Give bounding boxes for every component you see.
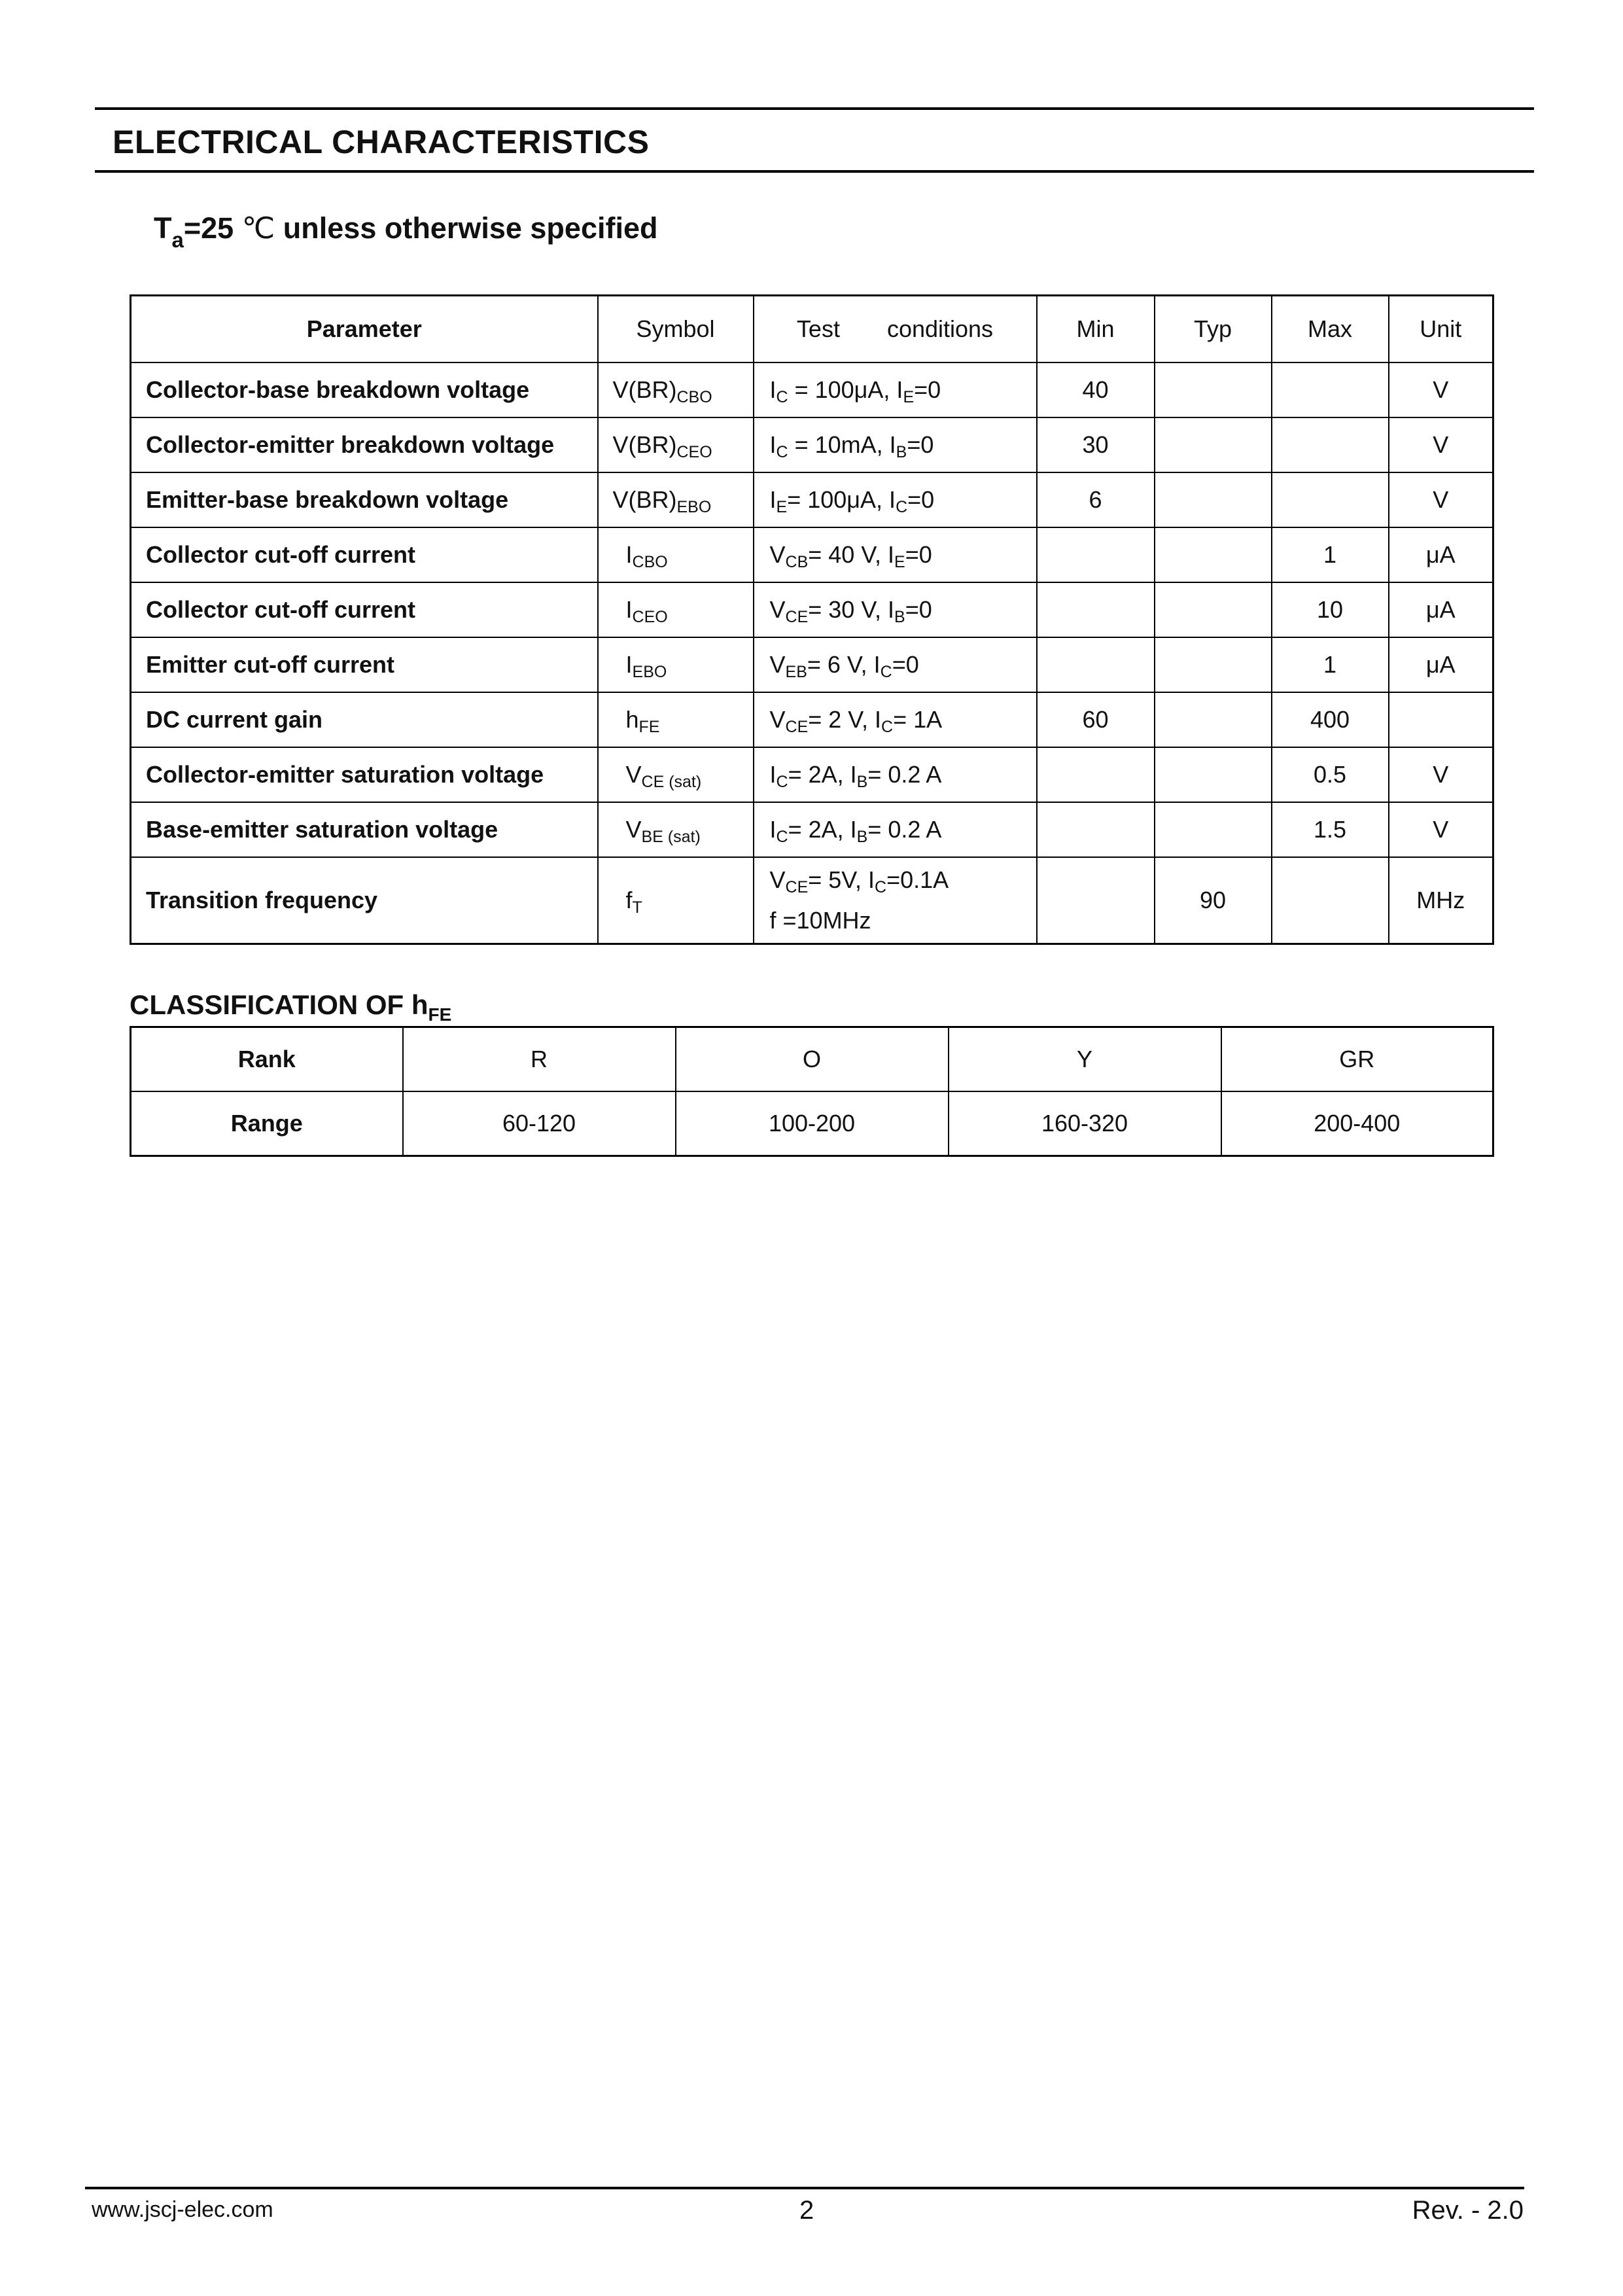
min-cell: 60 [1037, 692, 1155, 747]
condition-line [770, 699, 1036, 740]
condition-subscript: CB [785, 553, 809, 571]
page-number: 2 [799, 2196, 814, 2225]
symbol-cell [598, 802, 754, 857]
table-row [131, 802, 1493, 857]
symbol-main: h [625, 706, 639, 733]
classification-title-subscript: FE [428, 1004, 452, 1025]
condition-text: = 5V, I [808, 866, 875, 893]
header-test-conditions [754, 296, 1037, 363]
condition-text: V [769, 541, 786, 568]
conditions-cell [754, 692, 1037, 747]
parameter-cell: DC current gain [131, 692, 598, 747]
condition-subscript: C [776, 443, 788, 461]
unit-cell: V [1389, 417, 1493, 472]
min-cell: 6 [1037, 472, 1155, 527]
header-symbol-label: Symbol [636, 315, 715, 342]
condition-subscript: B [894, 608, 905, 626]
header-symbol [598, 296, 754, 363]
min-cell [1037, 637, 1155, 692]
unit-cell: μA [1389, 582, 1493, 637]
symbol-subscript: EBO [632, 663, 667, 681]
condition-subscript: B [856, 828, 868, 846]
condition-text: =0 [905, 596, 932, 623]
parameter-cell: Collector-emitter saturation voltage [131, 747, 598, 802]
condition-subscript: B [896, 443, 907, 461]
condition-text: =0 [907, 431, 934, 458]
symbol-subscript: CBO [632, 553, 668, 571]
header-test-label: Test [796, 315, 840, 342]
temperature-value: =25 [183, 211, 234, 245]
range-label: Range [131, 1091, 403, 1156]
section-title: ELECTRICAL CHARACTERISTICS [113, 124, 650, 160]
max-cell [1272, 472, 1389, 527]
table-row [131, 417, 1493, 472]
symbol-main: f [625, 887, 633, 913]
condition-text: V [769, 596, 786, 623]
max-cell: 10 [1272, 582, 1389, 637]
footer-rule [85, 2187, 1524, 2189]
condition-text: I [769, 376, 777, 403]
unit-cell: V [1389, 802, 1493, 857]
header-max-label: Max [1307, 315, 1352, 342]
condition-subscript: CE [785, 878, 809, 896]
symbol-main: V(BR) [612, 376, 677, 403]
symbol-main: V [625, 816, 642, 843]
condition-subscript: C [776, 773, 788, 791]
table-row [131, 747, 1493, 802]
max-cell: 1 [1272, 527, 1389, 582]
condition-line [770, 535, 1036, 575]
condition-text: = 2 V, I [808, 706, 882, 733]
condition-line [770, 900, 1036, 941]
min-cell [1037, 582, 1155, 637]
condition-text: = 30 V, I [808, 596, 895, 623]
condition-line [770, 754, 1036, 795]
range-cell: 100-200 [676, 1091, 949, 1156]
condition-subscript: C [896, 498, 908, 516]
condition-text: unless otherwise specified [283, 211, 658, 245]
typ-cell [1155, 527, 1272, 582]
condition-text: =0 [914, 376, 941, 403]
rank-cell: R [403, 1027, 676, 1092]
condition-line [770, 645, 1036, 685]
typ-cell [1155, 362, 1272, 417]
symbol-subscript: EBO [676, 498, 712, 516]
conditions-cell [754, 582, 1037, 637]
condition-subscript: CE [785, 608, 809, 626]
condition-line [770, 370, 1036, 410]
table-row [131, 692, 1493, 747]
conditions-cell [754, 857, 1037, 944]
parameter-cell: Collector-emitter breakdown voltage [131, 417, 598, 472]
condition-text: = 1A [893, 706, 943, 733]
table-row [131, 472, 1493, 527]
symbol-subscript: CBO [676, 388, 712, 406]
symbol-subscript: T [632, 898, 642, 917]
unit-cell: MHz [1389, 857, 1493, 944]
condition-subscript: C [880, 663, 892, 681]
header-min-label: Min [1076, 315, 1115, 342]
symbol-cell [598, 692, 754, 747]
temperature-symbol: T [154, 211, 172, 245]
conditions-cell [754, 472, 1037, 527]
condition-text: =0.1A [886, 866, 949, 893]
header-conditions-label: conditions [886, 315, 994, 342]
unit-cell: μA [1389, 637, 1493, 692]
parameter-cell: Emitter-base breakdown voltage [131, 472, 598, 527]
table-row [131, 527, 1493, 582]
unit-cell [1389, 692, 1493, 747]
header-parameter [131, 296, 598, 363]
condition-subscript: C [776, 388, 788, 406]
condition-text: V [769, 651, 786, 678]
unit-cell: V [1389, 472, 1493, 527]
condition-text: =0 [907, 486, 935, 513]
table-row [131, 582, 1493, 637]
condition-text: I [769, 761, 777, 788]
symbol-cell [598, 472, 754, 527]
max-cell: 1.5 [1272, 802, 1389, 857]
typ-cell [1155, 637, 1272, 692]
table-row [131, 362, 1493, 417]
symbol-cell [598, 747, 754, 802]
condition-text: I [769, 431, 777, 458]
condition-line [770, 590, 1036, 630]
rank-cell: GR [1221, 1027, 1493, 1092]
condition-text: = 2A, I [788, 816, 857, 843]
unit-cell: μA [1389, 527, 1493, 582]
max-cell [1272, 417, 1389, 472]
conditions-cell [754, 417, 1037, 472]
table-row [131, 857, 1493, 944]
min-cell [1037, 802, 1155, 857]
rank-row [131, 1027, 1493, 1092]
classification-title [130, 989, 452, 1025]
electrical-characteristics-table [130, 294, 1494, 945]
rank-cell: O [676, 1027, 949, 1092]
conditions-cell [754, 747, 1037, 802]
range-cell: 200-400 [1221, 1091, 1493, 1156]
condition-line [770, 860, 1036, 900]
rank-label: Rank [131, 1027, 403, 1092]
header-unit-label: Unit [1420, 315, 1462, 342]
conditions-cell [754, 637, 1037, 692]
condition-subscript: C [776, 828, 788, 846]
header-typ [1155, 296, 1272, 363]
condition-text: = 2A, I [788, 761, 857, 788]
max-cell [1272, 362, 1389, 417]
typ-cell [1155, 692, 1272, 747]
condition-text: = 10mA, I [788, 431, 896, 458]
header-typ-label: Typ [1193, 315, 1232, 342]
header-max [1272, 296, 1389, 363]
test-condition-note [154, 211, 658, 252]
max-cell: 1 [1272, 637, 1389, 692]
symbol-cell [598, 362, 754, 417]
parameter-cell: Collector-base breakdown voltage [131, 362, 598, 417]
footer-website: www.jscj-elec.com [92, 2197, 273, 2222]
conditions-cell [754, 527, 1037, 582]
condition-text: f =10MHz [769, 907, 871, 934]
title-underline-rule [95, 170, 1534, 173]
condition-text: V [769, 706, 786, 733]
condition-subscript: E [776, 498, 788, 516]
condition-subscript: C [875, 878, 887, 896]
condition-text: = 0.2 A [867, 816, 942, 843]
symbol-main: I [625, 541, 633, 568]
symbol-cell [598, 417, 754, 472]
parameter-cell: Base-emitter saturation voltage [131, 802, 598, 857]
max-cell: 0.5 [1272, 747, 1389, 802]
condition-subscript: C [881, 718, 894, 736]
condition-text: = 0.2 A [867, 761, 942, 788]
parameter-cell: Emitter cut-off current [131, 637, 598, 692]
header-unit [1389, 296, 1493, 363]
symbol-subscript: FE [638, 718, 660, 736]
condition-text: = 100μA, I [788, 376, 903, 403]
symbol-subscript: BE (sat) [641, 828, 701, 846]
typ-cell [1155, 802, 1272, 857]
top-rule [95, 107, 1534, 110]
min-cell: 40 [1037, 362, 1155, 417]
typ-cell [1155, 582, 1272, 637]
symbol-main: V(BR) [612, 431, 677, 458]
symbol-cell [598, 637, 754, 692]
condition-text: V [769, 866, 786, 893]
symbol-main: V(BR) [612, 486, 677, 513]
header-min [1037, 296, 1155, 363]
table-row [131, 637, 1493, 692]
temperature-unit: ℃ [241, 211, 275, 245]
typ-cell: 90 [1155, 857, 1272, 944]
conditions-cell [754, 362, 1037, 417]
condition-subscript: E [903, 388, 915, 406]
parameter-cell: Transition frequency [131, 857, 598, 944]
symbol-subscript: CE (sat) [641, 773, 702, 791]
unit-cell: V [1389, 362, 1493, 417]
hfe-classification-table [130, 1026, 1494, 1157]
condition-text: =0 [905, 541, 932, 568]
typ-cell [1155, 417, 1272, 472]
condition-text: I [769, 486, 777, 513]
typ-cell [1155, 747, 1272, 802]
symbol-subscript: CEO [676, 443, 712, 461]
symbol-main: V [625, 761, 642, 788]
max-cell [1272, 857, 1389, 944]
symbol-main: I [625, 651, 633, 678]
condition-text: I [769, 816, 777, 843]
unit-cell: V [1389, 747, 1493, 802]
min-cell [1037, 747, 1155, 802]
condition-text: =0 [892, 651, 919, 678]
conditions-cell [754, 802, 1037, 857]
symbol-main: I [625, 596, 633, 623]
condition-line [770, 809, 1036, 850]
parameter-cell: Collector cut-off current [131, 527, 598, 582]
symbol-cell [598, 582, 754, 637]
typ-cell [1155, 472, 1272, 527]
min-cell [1037, 857, 1155, 944]
condition-subscript: B [856, 773, 868, 791]
condition-text: = 100μA, I [787, 486, 896, 513]
classification-title-text: CLASSIFICATION OF h [130, 989, 428, 1020]
temperature-symbol-subscript: a [171, 228, 184, 252]
header-parameter-label: Parameter [306, 315, 422, 342]
min-cell [1037, 527, 1155, 582]
condition-line [770, 425, 1036, 465]
condition-subscript: CE [785, 718, 809, 736]
symbol-subscript: CEO [632, 608, 668, 626]
range-cell: 160-320 [949, 1091, 1221, 1156]
table-header-row [131, 296, 1493, 363]
condition-subscript: E [894, 553, 905, 571]
rank-cell: Y [949, 1027, 1221, 1092]
revision-label: Rev. - 2.0 [1412, 2196, 1524, 2225]
symbol-cell [598, 857, 754, 944]
range-cell: 60-120 [403, 1091, 676, 1156]
condition-line [770, 480, 1036, 520]
condition-text: = 40 V, I [808, 541, 895, 568]
symbol-cell [598, 527, 754, 582]
condition-text: = 6 V, I [807, 651, 881, 678]
parameter-cell: Collector cut-off current [131, 582, 598, 637]
min-cell: 30 [1037, 417, 1155, 472]
max-cell: 400 [1272, 692, 1389, 747]
range-row [131, 1091, 1493, 1156]
condition-subscript: EB [785, 663, 807, 681]
